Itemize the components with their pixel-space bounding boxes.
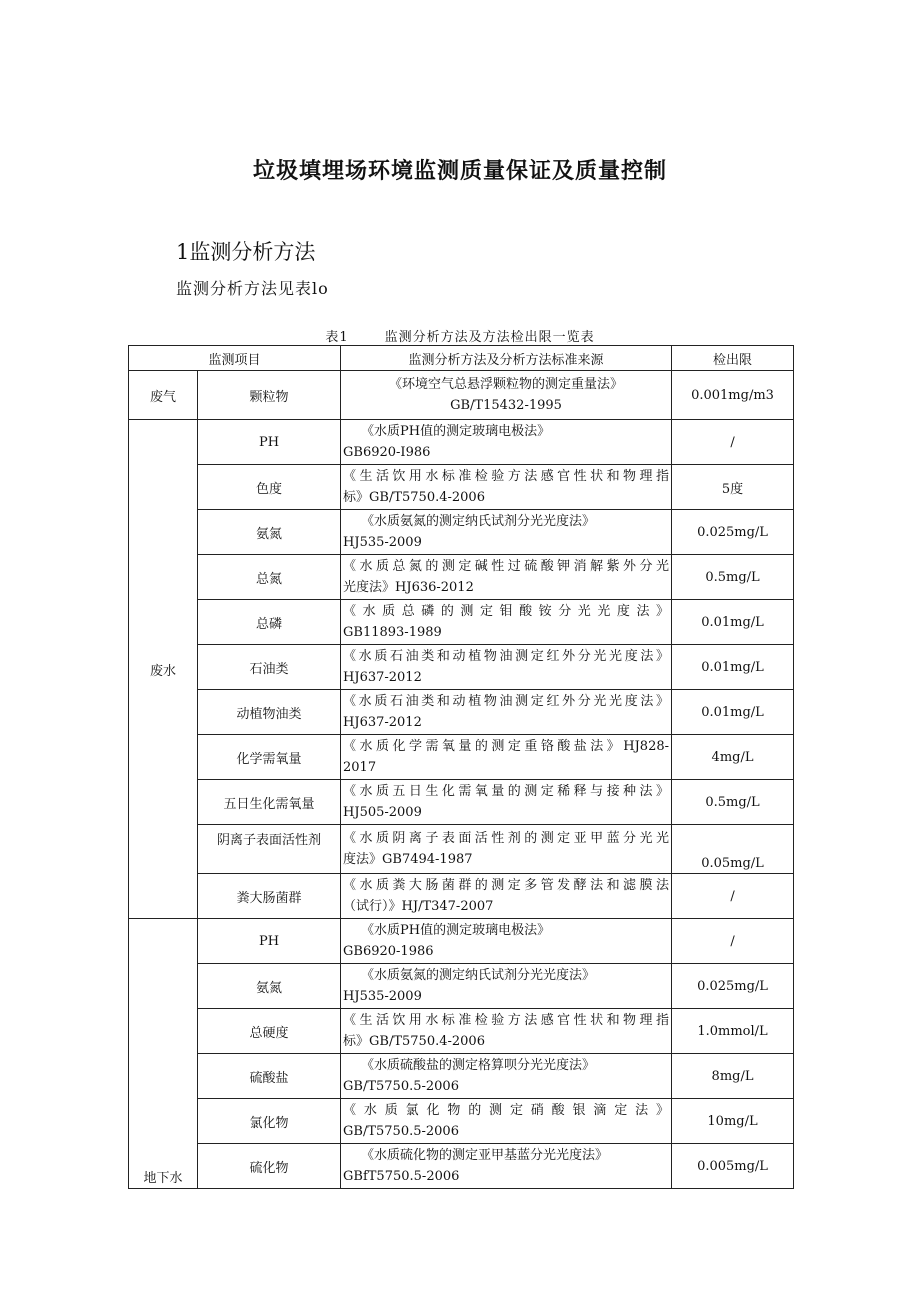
method-cell xyxy=(341,420,672,465)
method-title: 《水质硫酸盐的测定格算呗分光光度法》 xyxy=(361,1058,596,1073)
limit-cell: 10mg∕L xyxy=(672,1099,794,1144)
item-cell: 色度 xyxy=(198,465,341,510)
item-cell: 硫酸盐 xyxy=(198,1054,341,1099)
method-standard: HJ637-2012 xyxy=(343,715,422,730)
methods-table xyxy=(128,345,794,1189)
limit-cell: 0.001mg∕m3 xyxy=(672,371,794,420)
method-cell xyxy=(341,645,672,690)
method-title: 《水质化学需氧量的测定重铬酸盐法》HJ828- xyxy=(343,739,670,754)
method-cell xyxy=(341,1099,672,1144)
item-cell: PH xyxy=(198,420,341,465)
method-cell xyxy=(341,1144,672,1189)
method-title: 《生活饮用水标准检验方法感官性状和物理指 xyxy=(343,469,670,484)
method-cell xyxy=(341,690,672,735)
document-title: 垃圾填埋场环境监测质量保证及质量控制 xyxy=(252,159,667,184)
method-cell xyxy=(341,780,672,825)
table-caption xyxy=(0,326,920,345)
method-cell xyxy=(341,1054,672,1099)
limit-cell: 0.025mg∕L xyxy=(672,964,794,1009)
limit-cell: 8mg∕L xyxy=(672,1054,794,1099)
method-title: 《生活饮用水标准检验方法感官性状和物理指 xyxy=(343,1013,670,1028)
method-cell xyxy=(341,555,672,600)
table-row xyxy=(129,645,794,690)
method-title: 《水质PH值的测定玻璃电极法》 xyxy=(361,923,551,938)
table-row xyxy=(129,690,794,735)
item-cell: 氨氮 xyxy=(198,964,341,1009)
item-cell: 粪大肠菌群 xyxy=(198,874,341,919)
method-title: 《水质氯化物的测定硝酸银滴定法》 xyxy=(343,1103,670,1118)
table-row xyxy=(129,874,794,919)
method-standard: 标》GB/T5750.4-2006 xyxy=(343,490,485,505)
method-standard: HJ535-2009 xyxy=(343,989,422,1004)
method-standard: GB/T15432-1995 xyxy=(450,398,562,413)
method-cell xyxy=(341,964,672,1009)
item-cell: 总磷 xyxy=(198,600,341,645)
method-title: 《水质石油类和动植物油测定红外分光光度法》 xyxy=(343,649,670,664)
table-row xyxy=(129,1144,794,1189)
method-title: 《水质总磷的测定钼酸铵分光光度法》 xyxy=(343,604,670,619)
method-standard: 光度法》HJ636-2012 xyxy=(343,580,474,595)
header-limit: 检出限 xyxy=(672,346,794,371)
method-title: 《水质PH值的测定玻璃电极法》 xyxy=(361,424,551,439)
table-row xyxy=(129,780,794,825)
table-row xyxy=(129,1099,794,1144)
table-row xyxy=(129,919,794,964)
method-title: 《水质总氮的测定碱性过硫酸钾消解紫外分光 xyxy=(343,559,670,574)
table-row xyxy=(129,420,794,465)
limit-cell: / xyxy=(672,420,794,465)
table-row xyxy=(129,371,794,420)
method-cell xyxy=(341,371,672,420)
method-standard: 2017 xyxy=(343,760,377,775)
method-standard: GB/T5750.5-2006 xyxy=(343,1124,459,1139)
method-cell xyxy=(341,510,672,555)
method-title: 《水质五日生化需氧量的测定稀释与接种法》 xyxy=(343,784,670,799)
table-row xyxy=(129,1009,794,1054)
method-standard: HJ535-2009 xyxy=(343,535,422,550)
table-row xyxy=(129,825,794,874)
item-cell: PH xyxy=(198,919,341,964)
item-cell: 氨氮 xyxy=(198,510,341,555)
method-standard: GB6920-I986 xyxy=(343,445,431,460)
item-cell: 五日生化需氧量 xyxy=(198,780,341,825)
limit-cell: 0.01mg∕L xyxy=(672,600,794,645)
item-cell: 石油类 xyxy=(198,645,341,690)
limit-cell: 0.01mg∕L xyxy=(672,645,794,690)
method-standard: GB6920-1986 xyxy=(343,944,434,959)
table-row xyxy=(129,964,794,1009)
table-row xyxy=(129,555,794,600)
item-cell: 氯化物 xyxy=(198,1099,341,1144)
limit-cell: 0.05mg∕L xyxy=(672,825,794,874)
limit-cell: 0.005mg∕L xyxy=(672,1144,794,1189)
method-standard: GB11893-1989 xyxy=(343,625,442,640)
method-standard: GB/T5750.5-2006 xyxy=(343,1079,459,1094)
table-caption-title: 监测分析方法及方法检出限一览表 xyxy=(384,330,595,345)
method-title: 《环境空气总悬浮颗粒物的测定重量法》 xyxy=(389,377,624,392)
intro-paragraph: 监测分析方法见表lo xyxy=(176,279,329,298)
item-cell: 硫化物 xyxy=(198,1144,341,1189)
limit-cell: / xyxy=(672,874,794,919)
header-item: 监测项目 xyxy=(129,346,341,371)
category-gas: 废气 xyxy=(129,371,198,420)
method-standard: （试行）》HJ/T347-2007 xyxy=(343,899,494,914)
method-title: 《水质阴离子表面活性剂的测定亚甲蓝分光光 xyxy=(343,831,670,846)
method-cell xyxy=(341,735,672,780)
item-cell: 颗粒物 xyxy=(198,371,341,420)
table-caption-number: 表1 xyxy=(325,330,349,345)
method-standard: 度法》GB7494-1987 xyxy=(343,852,473,867)
method-title: 《水质粪大肠菌群的测定多管发酵法和滤膜法 xyxy=(343,878,670,893)
method-title: 《水质氨氮的测定纳氏试剂分光光度法》 xyxy=(361,968,596,983)
limit-cell: / xyxy=(672,919,794,964)
method-standard: HJ637-2012 xyxy=(343,670,422,685)
header-method: 监测分析方法及分析方法标准来源 xyxy=(341,346,672,371)
table-header-row xyxy=(129,346,794,371)
item-cell: 化学需氧量 xyxy=(198,735,341,780)
method-cell xyxy=(341,1009,672,1054)
method-cell xyxy=(341,465,672,510)
method-title: 《水质硫化物的测定亚甲基蓝分光光度法》 xyxy=(361,1148,609,1163)
category-wastewater: 废水 xyxy=(129,420,198,919)
method-standard: 标》GB/T5750.4-2006 xyxy=(343,1034,485,1049)
method-title: 《水质氨氮的测定纳氏试剂分光光度法》 xyxy=(361,514,596,529)
section-heading: 1监测分析方法 xyxy=(176,240,316,264)
method-cell xyxy=(341,600,672,645)
method-cell xyxy=(341,825,672,874)
item-cell: 动植物油类 xyxy=(198,690,341,735)
method-title: 《水质石油类和动植物油测定红外分光光度法》 xyxy=(343,694,670,709)
table-row xyxy=(129,510,794,555)
method-cell xyxy=(341,874,672,919)
item-cell: 阴离子表面活性剂 xyxy=(198,825,341,874)
table-row xyxy=(129,600,794,645)
limit-cell: 0.5mg∕L xyxy=(672,780,794,825)
limit-cell: 0.025mg∕L xyxy=(672,510,794,555)
limit-cell: 1.0mmol/L xyxy=(672,1009,794,1054)
item-cell: 总氮 xyxy=(198,555,341,600)
item-cell: 总硬度 xyxy=(198,1009,341,1054)
limit-cell: 0.01mg∕L xyxy=(672,690,794,735)
table-row xyxy=(129,735,794,780)
category-groundwater: 地下水 xyxy=(129,919,198,1189)
limit-cell: 4mg∕L xyxy=(672,735,794,780)
limit-cell: 5度 xyxy=(672,465,794,510)
limit-cell: 0.5mg∕L xyxy=(672,555,794,600)
method-standard: HJ505-2009 xyxy=(343,805,422,820)
method-standard: GBfT5750.5-2006 xyxy=(343,1169,460,1184)
method-cell xyxy=(341,919,672,964)
table-row xyxy=(129,1054,794,1099)
table-row xyxy=(129,465,794,510)
